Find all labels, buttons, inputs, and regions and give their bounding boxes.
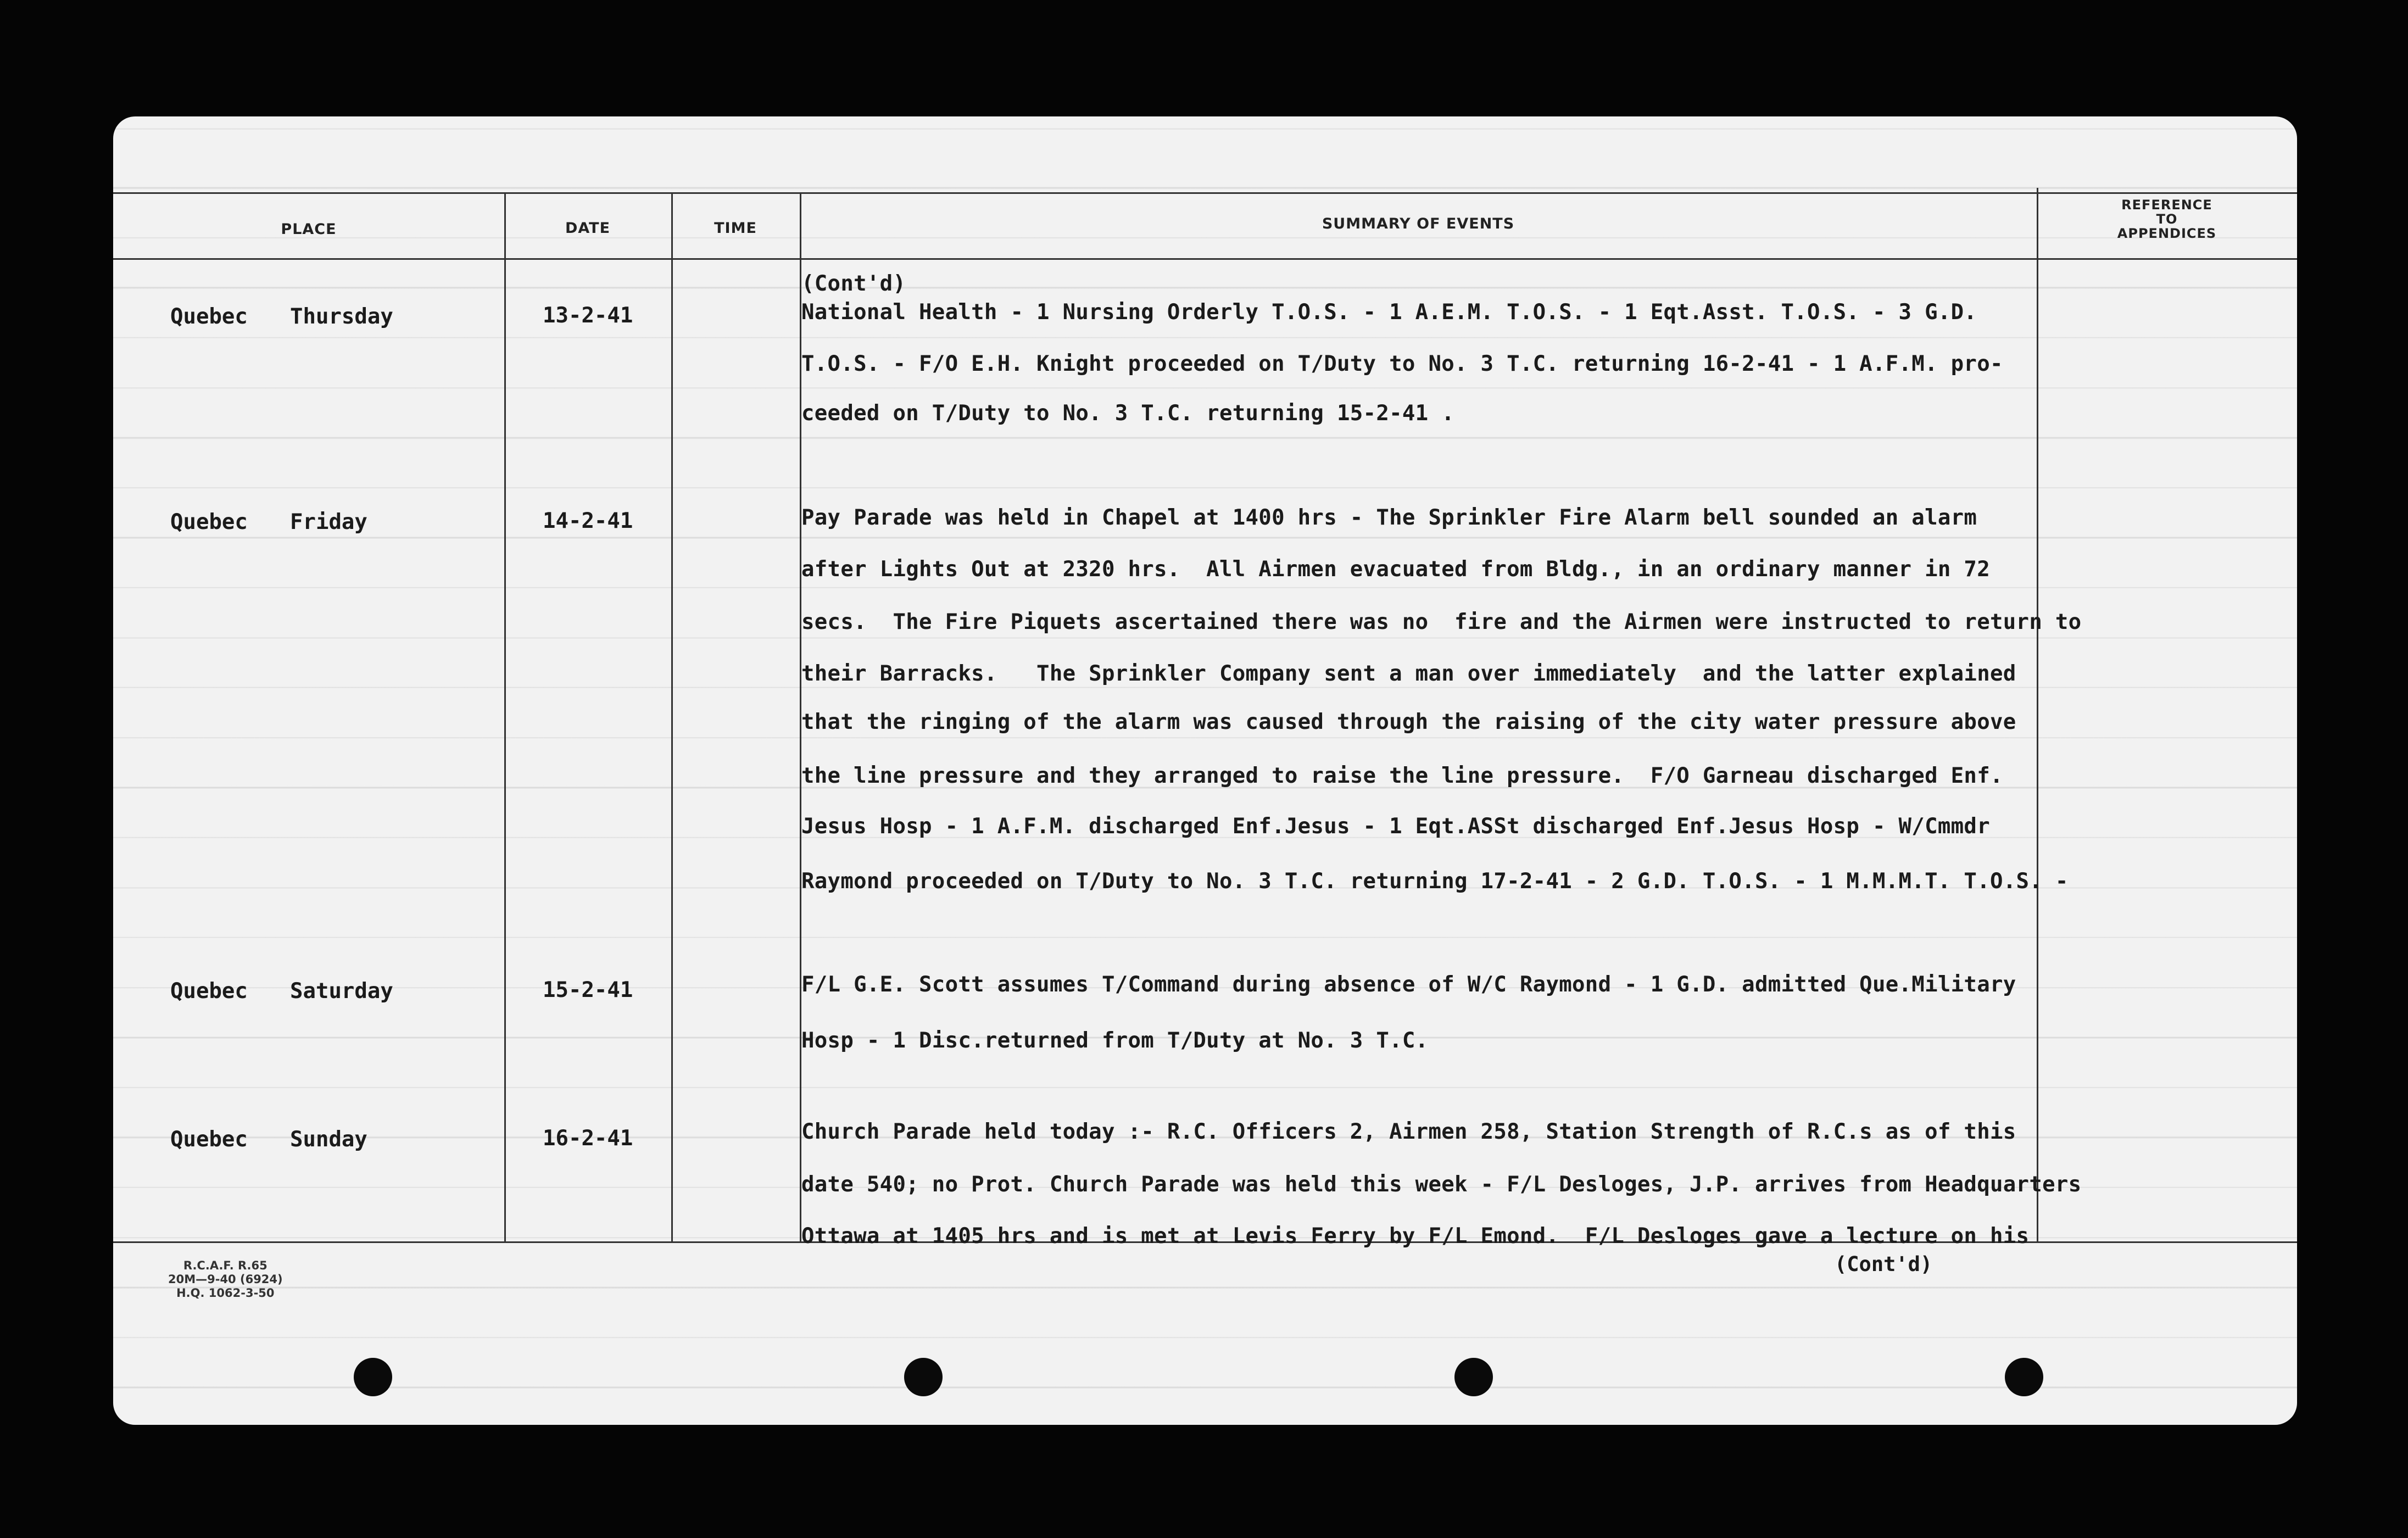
header-place: PLACE (281, 221, 337, 238)
summary-line: Ottawa at 1405 hrs and is met at Levis Ferry by F/L Emond. F/L Desloges gave a lecture on his (801, 1224, 2030, 1249)
summary-line: secs. The Fire Piquets ascertained there was no fire and the Airmen were instructed to return to (801, 610, 2082, 634)
header-top-rule (113, 192, 2297, 194)
summary-line: the line pressure and they arranged to raise the line pressure. F/O Garneau discharged Enf. (801, 764, 2003, 788)
entry-day: Saturday (290, 979, 393, 1004)
diary-form-card (113, 116, 2297, 1425)
header-summary: SUMMARY OF EVENTS (1322, 215, 1515, 232)
summary-line: their Barracks. The Sprinkler Company sent a man over immediately and the latter explained (801, 661, 2016, 686)
summary-line: after Lights Out at 2320 hrs. All Airmen evacuated from Bldg., in an ordinary manner in 72 (801, 557, 1990, 582)
entry-date: 14-2-41 (543, 509, 633, 533)
form-number-line1: R.C.A.F. R.65 (183, 1259, 267, 1272)
entry-place: Quebec (170, 1127, 248, 1152)
header-reference-line1: REFERENCE (2121, 197, 2212, 213)
form-number (168, 1259, 283, 1300)
summary-line: Church Parade held today :- R.C. Officers 2, Airmen 258, Station Strength of R.C.s as of this (801, 1119, 2016, 1144)
entry-place: Quebec (170, 510, 248, 534)
summary-line: Hosp - 1 Disc.returned from T/Duty at No. 3 T.C. (801, 1028, 1429, 1053)
entry-date: 13-2-41 (543, 303, 633, 328)
summary-line: T.O.S. - F/O E.H. Knight proceeded on T/Duty to No. 3 T.C. returning 16-2-41 - 1 A.F.M. pro- (801, 352, 2003, 376)
header-date: DATE (565, 220, 611, 237)
header-time: TIME (714, 220, 757, 237)
summary-line: Jesus Hosp - 1 A.F.M. discharged Enf.Jesus - 1 Eqt.ASSt discharged Enf.Jesus Hosp - W/Cmmdr (801, 814, 1990, 839)
binder-hole (1454, 1358, 1493, 1396)
header-reference-line2: TO (2156, 211, 2178, 227)
summary-line: Raymond proceeded on T/Duty to No. 3 T.C. returning 17-2-41 - 2 G.D. T.O.S. - 1 M.M.M.T. T.O.S. - (801, 869, 2069, 894)
entry-place: Quebec (170, 304, 248, 329)
reference-column-divider (2037, 188, 2038, 1241)
entry-day: Thursday (290, 304, 393, 329)
continued-note: (Cont'd) (1835, 1252, 1933, 1276)
entry-day: Friday (290, 510, 367, 534)
summary-line: National Health - 1 Nursing Orderly T.O.S. - 1 A.E.M. T.O.S. - 1 Eqt.Asst. T.O.S. - 3 G.D. (801, 300, 1977, 325)
entry-place: Quebec (170, 979, 248, 1004)
summary-line: date 540; no Prot. Church Parade was held this week - F/L Desloges, J.P. arrives from Headquarters (801, 1172, 2082, 1197)
binder-hole (354, 1358, 392, 1396)
entry-day: Sunday (290, 1127, 367, 1152)
summary-line: Pay Parade was held in Chapel at 1400 hrs - The Sprinkler Fire Alarm bell sounded an alarm (801, 505, 1977, 530)
header-reference-line3: APPENDICES (2117, 226, 2217, 241)
header-bottom-rule (113, 258, 2297, 260)
summary-line: ceeded on T/Duty to No. 3 T.C. returning 15-2-41 . (801, 401, 1454, 426)
binder-hole (2005, 1358, 2043, 1396)
binder-hole (904, 1358, 943, 1396)
entry-date: 16-2-41 (543, 1126, 633, 1151)
form-number-line2: 20M—9-40 (6924) (168, 1273, 283, 1286)
summary-line: that the ringing of the alarm was caused through the raising of the city water pressure above (801, 710, 2016, 734)
summary-line: F/L G.E. Scott assumes T/Command during absence of W/C Raymond - 1 G.D. admitted Que.Military (801, 972, 2016, 997)
time-column-divider (671, 192, 673, 1241)
date-column-divider (504, 192, 506, 1241)
entry-date: 15-2-41 (543, 978, 633, 1002)
form-number-line3: H.Q. 1062-3-50 (176, 1286, 275, 1300)
header-reference (2037, 198, 2297, 241)
summary-line: (Cont'd) (801, 271, 906, 296)
